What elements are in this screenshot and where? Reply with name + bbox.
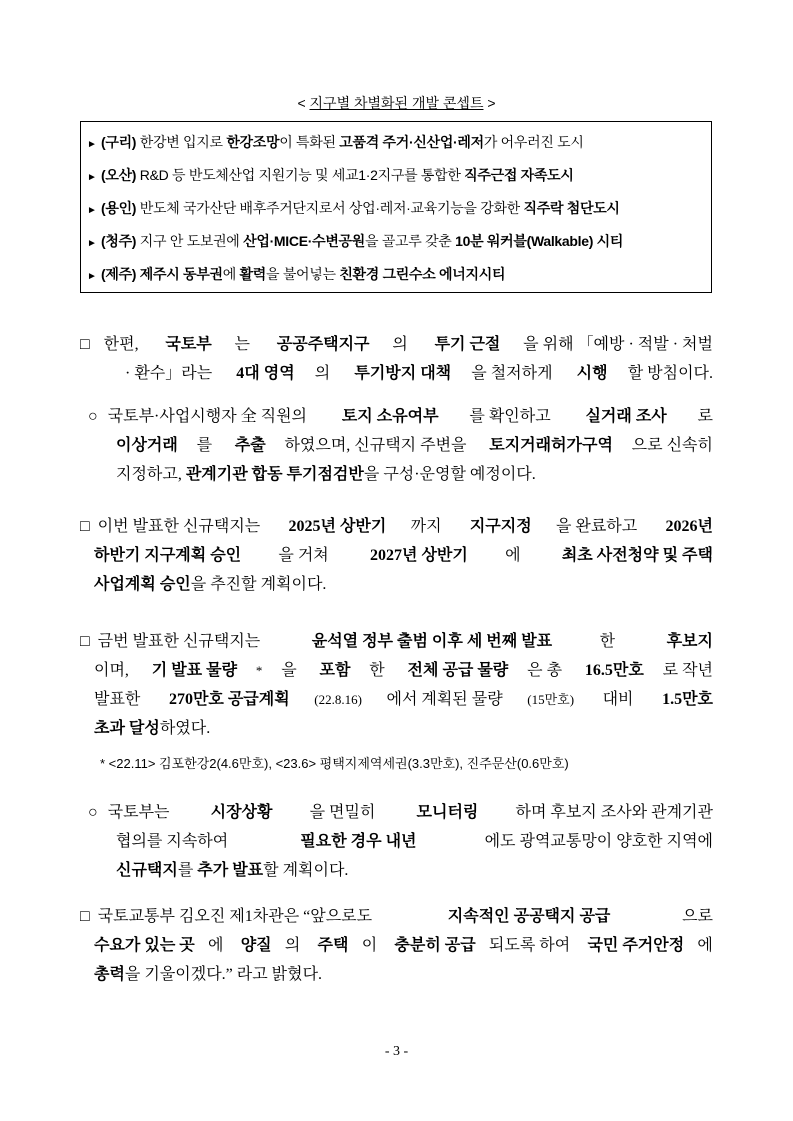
concept-text: 반도체 국가산단 배후주거단지로서 상업·레저·교육기능을 강화한: [136, 200, 524, 216]
body-text: 전체 공급 물량: [407, 662, 509, 679]
square-bullet: □: [80, 633, 90, 650]
body-text: 한: [599, 633, 620, 650]
concept-row: [87, 225, 711, 258]
body-text: 총력: [94, 966, 125, 983]
body-text: 토지거래허가구역: [489, 437, 613, 454]
emphasis-text: 에: [207, 937, 228, 954]
emphasis-text: 할 계획이다.: [263, 862, 349, 879]
body-text: · 환수」라는: [125, 365, 217, 382]
body-text: 으로: [682, 908, 713, 925]
body-text: (22.8.16): [314, 692, 362, 707]
body-text: 하반기 지구계획 승인: [94, 547, 242, 564]
body-text: 주택: [317, 937, 349, 954]
emphasis-text: 하였으며, 신규택지 주변을: [284, 437, 471, 454]
p4-line-3: [80, 960, 713, 989]
title-prefix: <: [297, 95, 310, 111]
body-text: 국토부는: [107, 804, 174, 821]
concept-emph: 친환경 그린수소 에너지시티: [339, 266, 506, 282]
body-text: 금번 발표한 신규택지는: [97, 633, 265, 650]
paragraph-1-sub: [88, 402, 713, 489]
circle-bullet: ○: [88, 408, 98, 425]
emphasis-text: 대비: [598, 691, 638, 708]
p2-line-2: [80, 541, 713, 570]
emphasis-text: 토지 소유여부: [341, 408, 439, 425]
concept-emph: 10분 워커블(Walkable) 시티: [455, 233, 624, 249]
emphasis-text: 에: [697, 937, 713, 954]
concept-emph: 고품격 주거·신산업·레저: [339, 134, 484, 150]
paragraph-2: [80, 512, 713, 599]
arrow-icon: ►: [87, 172, 97, 183]
emphasis-text: 모니터링: [416, 804, 479, 821]
emphasis-text: 을 추진할 계획이다.: [190, 576, 327, 593]
p1-line-2: [80, 359, 713, 388]
emphasis-text: 관계기관 합동 투기점검반: [185, 466, 364, 483]
footnote: * <22.11> 김포한강2(4.6만호), <23.6> 평택지제역세권(3.3만호), 진주문산(0.6만호): [100, 756, 569, 771]
concept-emph: 직주근접 자족도시: [464, 167, 574, 183]
concept-area: (용인): [101, 200, 137, 216]
concept-area: (청주): [101, 233, 137, 249]
title-text: 지구별 차별화된 개발 콘셉트: [309, 95, 484, 111]
body-text: 포함: [319, 662, 351, 679]
emphasis-text: 를: [196, 437, 217, 454]
concept-row: [87, 258, 711, 291]
page-number: - 3 -: [384, 1044, 409, 1059]
body-text: 추출: [234, 437, 266, 454]
emphasis-text: 4대 영역: [236, 365, 295, 382]
body-text: 의: [392, 336, 412, 353]
square-bullet: □: [80, 336, 90, 353]
body-text: 을 완료하고: [555, 518, 642, 535]
p4-line-1: [80, 902, 713, 931]
concept-row: [87, 192, 711, 225]
body-text: 지정하고,: [116, 466, 186, 483]
p3a-line-2: [88, 827, 713, 856]
concept-emph: 제주시 동부권: [139, 266, 223, 282]
body-text: 최초 사전청약 및 주택: [561, 547, 713, 564]
concept-emph: 직주락 첨단도시: [523, 200, 620, 216]
body-text: 국토교통부 김오진 제1차관은 “앞으로도: [97, 908, 377, 925]
concept-title: [0, 93, 793, 113]
body-text: 발표한: [94, 691, 145, 708]
body-text: 국민 주거안정: [587, 937, 685, 954]
body-text: 까지: [410, 518, 446, 535]
emphasis-text: 공공주택지구: [276, 336, 370, 353]
emphasis-text: 270만호 공급계획: [168, 691, 290, 708]
arrow-icon: ►: [87, 271, 97, 282]
emphasis-text: 2025년 상반기: [288, 518, 387, 535]
concept-text: R&D 등 반도체산업 지원기능 및 세교1·2지구를 통합한: [136, 167, 465, 183]
emphasis-text: 을 기울이겠다.” 라고 밝혔다.: [124, 966, 323, 983]
emphasis-text: 로 작년: [662, 662, 713, 679]
concept-row: [87, 126, 711, 159]
p4-line-2: [80, 931, 713, 960]
p3a-line-1: [88, 798, 713, 827]
concept-area: (오산): [101, 167, 137, 183]
concept-emph: 활력: [239, 266, 266, 282]
concept-text: 한강변 입지로: [136, 134, 227, 150]
body-text: 양질: [240, 937, 272, 954]
body-text: 한편,: [103, 336, 143, 353]
emphasis-text: 시장상황: [210, 804, 273, 821]
square-bullet: □: [80, 518, 90, 535]
body-text: 는: [234, 336, 254, 353]
body-text: 의: [314, 365, 335, 382]
concept-text: 지구 안 도보권에: [136, 233, 244, 249]
body-text: 을 구성·운영할 예정이다.: [363, 466, 536, 483]
concept-text: 을 골고루 갖춘: [365, 233, 456, 249]
concept-area: (구리): [101, 134, 137, 150]
emphasis-text: 국토부: [165, 336, 212, 353]
p2-line-3: [80, 570, 713, 599]
body-text: 수요가 있는 곳: [94, 937, 195, 954]
paragraph-3: [80, 627, 713, 743]
emphasis-text: 후보지: [666, 633, 713, 650]
arrow-icon: ►: [87, 205, 97, 216]
emphasis-text: 에: [505, 547, 525, 564]
p1a-line-2: [88, 431, 713, 460]
body-text: 이상거래: [116, 437, 178, 454]
circle-bullet: ○: [88, 804, 98, 821]
emphasis-text: 한: [369, 662, 389, 679]
p3-line-2: [80, 656, 713, 685]
concept-text: 이 특화된: [279, 134, 340, 150]
body-text: 사업계획 승인: [94, 576, 191, 593]
concept-emph: 산업·MICE·수변공원: [243, 233, 365, 249]
body-text: *: [255, 663, 263, 678]
p3a-line-3: [88, 856, 713, 885]
emphasis-text: 를: [177, 862, 198, 879]
body-text: 신규택지: [116, 862, 178, 879]
body-text: 초과 달성: [94, 720, 160, 737]
emphasis-text: 하였다.: [159, 720, 211, 737]
body-text: 국토부·사업시행자 全 직원의: [107, 408, 312, 425]
body-text: 할 방침이다.: [627, 365, 713, 382]
body-text: 16.5만호: [584, 662, 644, 679]
concept-text: 을 불어넣는: [266, 266, 340, 282]
emphasis-text: 의: [284, 937, 305, 954]
p1a-line-1: [88, 402, 713, 431]
body-text: 이며,: [94, 662, 133, 679]
square-bullet: □: [80, 908, 90, 925]
concept-text: 가 어우러진 도시: [483, 134, 584, 150]
body-text: 협의를 지속하여: [116, 833, 233, 850]
body-text: (15만호): [527, 692, 575, 707]
body-text: 1.5만호: [662, 691, 713, 708]
emphasis-text: 2026년: [665, 518, 713, 535]
emphasis-text: 필요한 경우 내년: [300, 833, 417, 850]
body-text: 을 위해 「예방 · 적발 · 처벌: [523, 336, 713, 353]
emphasis-text: 시행: [576, 365, 608, 382]
concept-text: 에: [222, 266, 240, 282]
emphasis-text: 실거래 조사: [585, 408, 667, 425]
p1a-line-3: [88, 460, 713, 489]
p3-line-4: [80, 714, 713, 743]
body-text: 2027년 상반기: [370, 547, 468, 564]
body-text: 를 확인하고: [469, 408, 555, 425]
concept-emph: 한강조망: [226, 134, 280, 150]
body-text: 하며 후보지 조사와 관계기관: [515, 804, 713, 821]
body-text: 추가 발표: [197, 862, 264, 879]
p3-line-3: [80, 685, 713, 714]
paragraph-3-sub: [88, 798, 713, 885]
paragraph-4: [80, 902, 713, 989]
body-text: 로: [697, 408, 713, 425]
emphasis-text: 지구지정: [469, 518, 532, 535]
body-text: 을 철저하게: [471, 365, 557, 382]
emphasis-text: 은 총: [527, 662, 567, 679]
emphasis-text: 에서 계획된 물량: [386, 691, 503, 708]
emphasis-text: 이: [361, 937, 382, 954]
arrow-icon: ►: [87, 238, 97, 249]
concept-box: [80, 121, 712, 293]
p2-line-1: [80, 512, 713, 541]
emphasis-text: 으로 신속히: [631, 437, 713, 454]
emphasis-text: 투기 근절: [434, 336, 501, 353]
title-suffix: >: [483, 95, 496, 111]
emphasis-text: 을: [281, 662, 301, 679]
emphasis-text: 지속적인 공공택지 공급: [447, 908, 611, 925]
emphasis-text: 윤석열 정부 출범 이후 세 번째 발표: [311, 633, 553, 650]
body-text: 이번 발표한 신규택지는: [97, 518, 265, 535]
paragraph-1: [80, 330, 713, 388]
emphasis-text: 되도록 하여: [488, 937, 575, 954]
concept-area: (제주): [101, 266, 137, 282]
concept-row: [87, 159, 711, 192]
body-text: 충분히 공급: [394, 937, 476, 954]
emphasis-text: 기 발표 물량: [151, 662, 238, 679]
body-text: 을 면밀히: [309, 804, 380, 821]
p1-line-1: [80, 330, 713, 359]
p3-line-1: [80, 627, 713, 656]
body-text: 에도 광역교통망이 양호한 지역에: [484, 833, 713, 850]
emphasis-text: 투기방지 대책: [354, 365, 452, 382]
arrow-icon: ►: [87, 139, 97, 150]
emphasis-text: 을 거쳐: [278, 547, 333, 564]
